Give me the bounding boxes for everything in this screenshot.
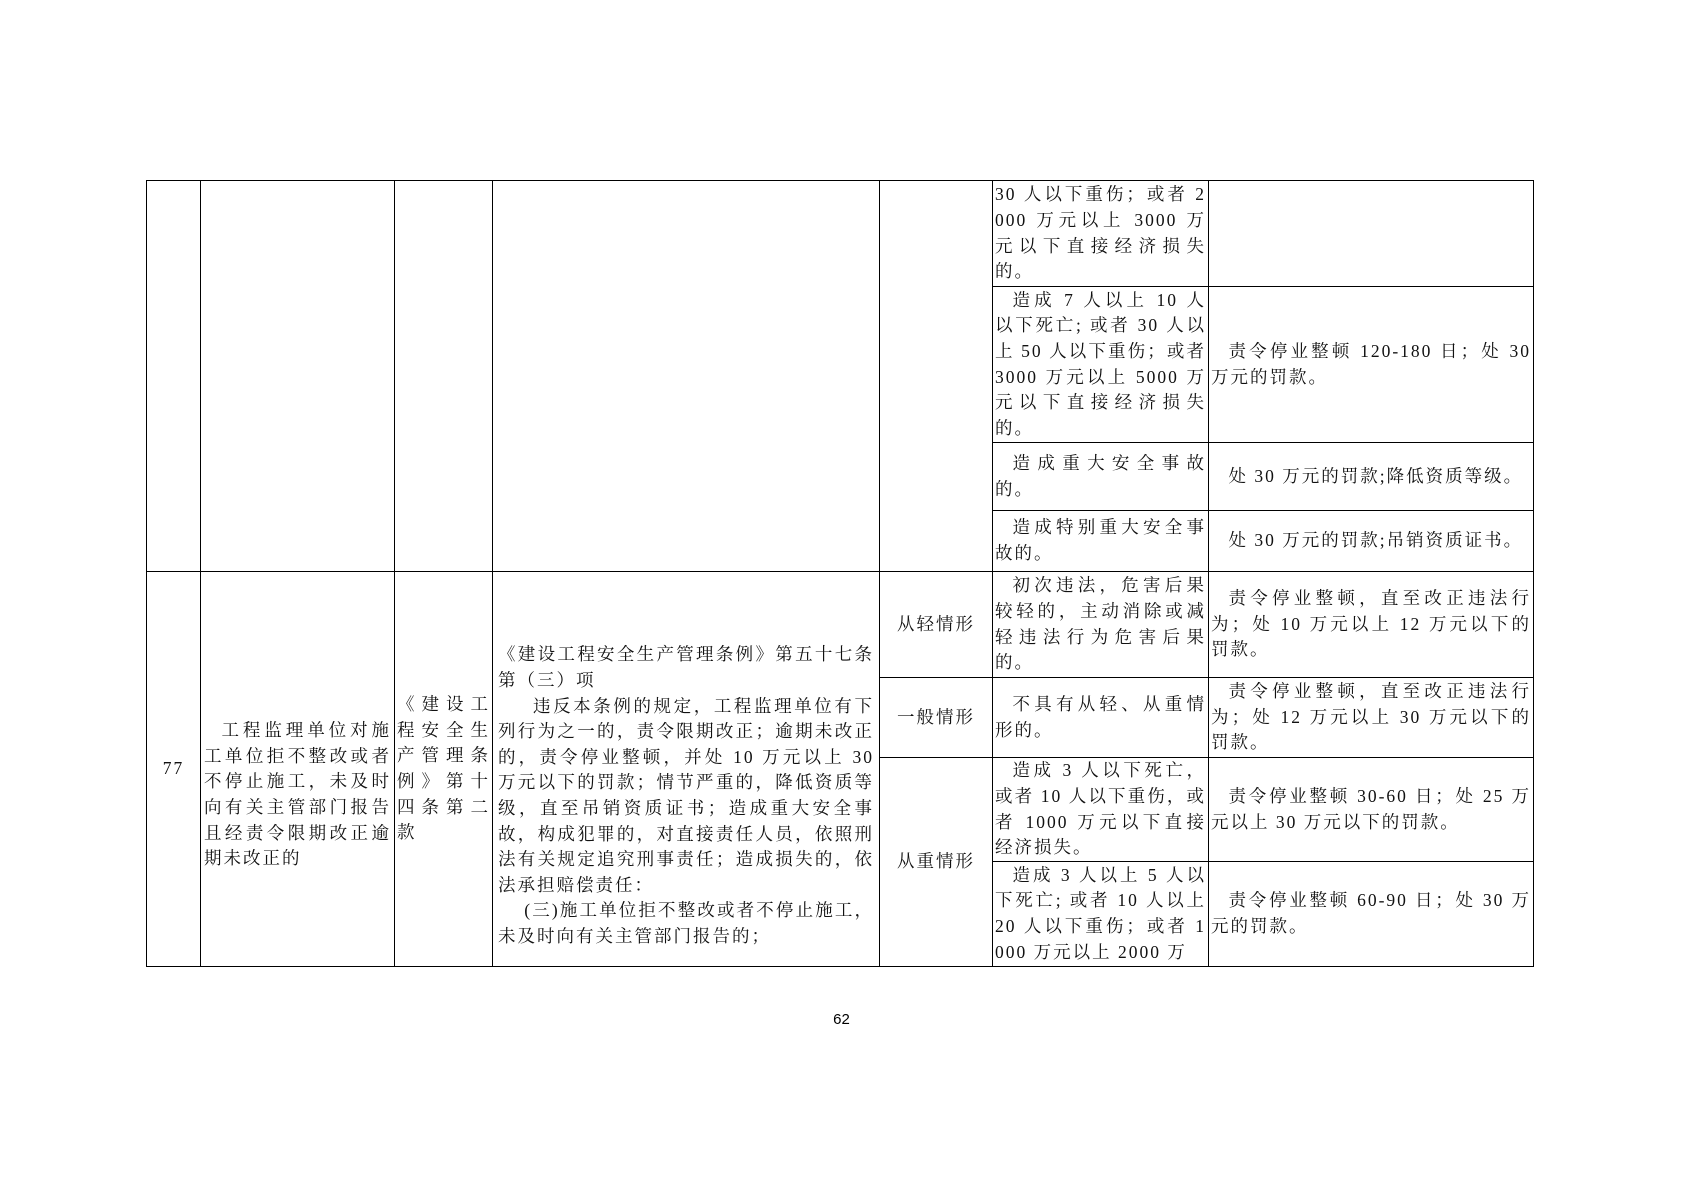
circumstance-text: 造成特别重大安全事故的。 [995, 517, 1206, 563]
penalty-text: 责令停业整顿，直至改正违法行为；处 10 万元以上 12 万元以下的罚款。 [1211, 588, 1531, 660]
circumstance-cell [992, 510, 1209, 572]
violation-cell [200, 571, 395, 967]
table-cell-empty [200, 180, 395, 572]
violation-text: 工程监理单位对施工单位拒不整改或者不停止施工，未及时向有关主管部门报告且经责令限期改正逾期未改正的 [204, 720, 391, 869]
table-cell-empty [1208, 180, 1534, 287]
provision-body: 违反本条例的规定，工程监理单位有下列行为之一的，责令限期改正；逾期未改正的，责令停业整顿，并处 10 万元以上 30 万元以下的罚款；情节严重的，降低资质等级，直至吊销资质证书；造成重大安全事故，构成犯罪的，对直接责任人员，依照刑法有关规定追究刑事责任；造成损失的，依法承担赔偿责任： [498, 695, 874, 895]
penalty-text: 责令停业整顿 30-60 日；处 25 万元以上 30 万元以下的罚款。 [1211, 785, 1531, 832]
circumstance-cell [992, 442, 1209, 511]
penalty-cell [1208, 442, 1534, 511]
table-cell-empty [879, 180, 993, 572]
circumstance-cell [992, 180, 1209, 287]
penalty-cell [1208, 571, 1534, 678]
circumstance-cell [992, 571, 1209, 678]
penalty-text: 责令停业整顿 120-180 日；处 30 万元的罚款。 [1211, 340, 1531, 387]
circumstance-cell [992, 286, 1209, 443]
penalty-text: 处 30 万元的罚款;降低资质等级。 [1228, 465, 1524, 486]
level-label: 一般情形 [897, 706, 975, 727]
legal-basis-cell [394, 571, 493, 967]
penalty-text: 责令停业整顿，直至改正违法行为；处 12 万元以上 30 万元以下的罚款。 [1211, 681, 1531, 753]
legal-basis-text: 《建设工程安全生产管理条例》第十四条第二款 [397, 694, 490, 843]
circumstance-text: 造成 7 人以上 10 人以下死亡; 或者 30 人以上 50 人以下重伤；或者 3000 万元以上 5000 万元以下直接经济损失的。 [995, 289, 1206, 438]
circumstance-text: 30 人以下重伤；或者 2000 万元以上 3000 万元以下直接经济损失的。 [995, 184, 1206, 282]
penalty-provision-cell [492, 571, 880, 967]
table-cell-empty [492, 180, 880, 572]
circumstance-cell [992, 861, 1209, 967]
table-cell-empty [394, 180, 493, 572]
circumstance-cell [992, 757, 1209, 862]
circumstance-cell [992, 677, 1209, 758]
page-number: 62 [833, 1011, 850, 1028]
item-number-cell [146, 571, 201, 967]
item-number: 77 [162, 758, 185, 779]
level-cell-light [879, 571, 993, 678]
penalty-cell [1208, 861, 1534, 967]
table-cell-empty [146, 180, 201, 572]
circumstance-text: 造成重大安全事故的。 [995, 452, 1206, 499]
level-label: 从重情形 [897, 851, 975, 872]
provision-item: (三)施工单位拒不整改或者不停止施工，未及时向有关主管部门报告的； [498, 900, 874, 946]
penalty-cell [1208, 757, 1534, 862]
penalty-cell [1208, 677, 1534, 758]
penalty-text: 处 30 万元的罚款;吊销资质证书。 [1228, 530, 1524, 551]
level-cell-general [879, 677, 993, 758]
penalty-cell [1208, 286, 1534, 443]
penalty-text: 责令停业整顿 60-90 日；处 30 万元的罚款。 [1211, 890, 1531, 936]
circumstance-text: 初次违法，危害后果较轻的，主动消除或减轻违法行为危害后果的。 [995, 575, 1206, 673]
circumstance-text: 不具有从轻、从重情形的。 [995, 693, 1206, 740]
circumstance-text: 造成 3 人以上 5 人以下死亡; 或者 10 人以上 20 人以下重伤；或者 1000 万元以上 2000 万 [995, 864, 1206, 962]
level-cell-heavy [879, 757, 993, 967]
provision-title: 《建设工程安全生产管理条例》第五十七条第（三）项 [498, 644, 874, 691]
circumstance-text: 造成 3 人以下死亡，或者 10 人以下重伤，或者 1000 万元以下直接经济损失。 [995, 760, 1206, 858]
penalty-cell [1208, 510, 1534, 572]
level-label: 从轻情形 [897, 613, 975, 634]
